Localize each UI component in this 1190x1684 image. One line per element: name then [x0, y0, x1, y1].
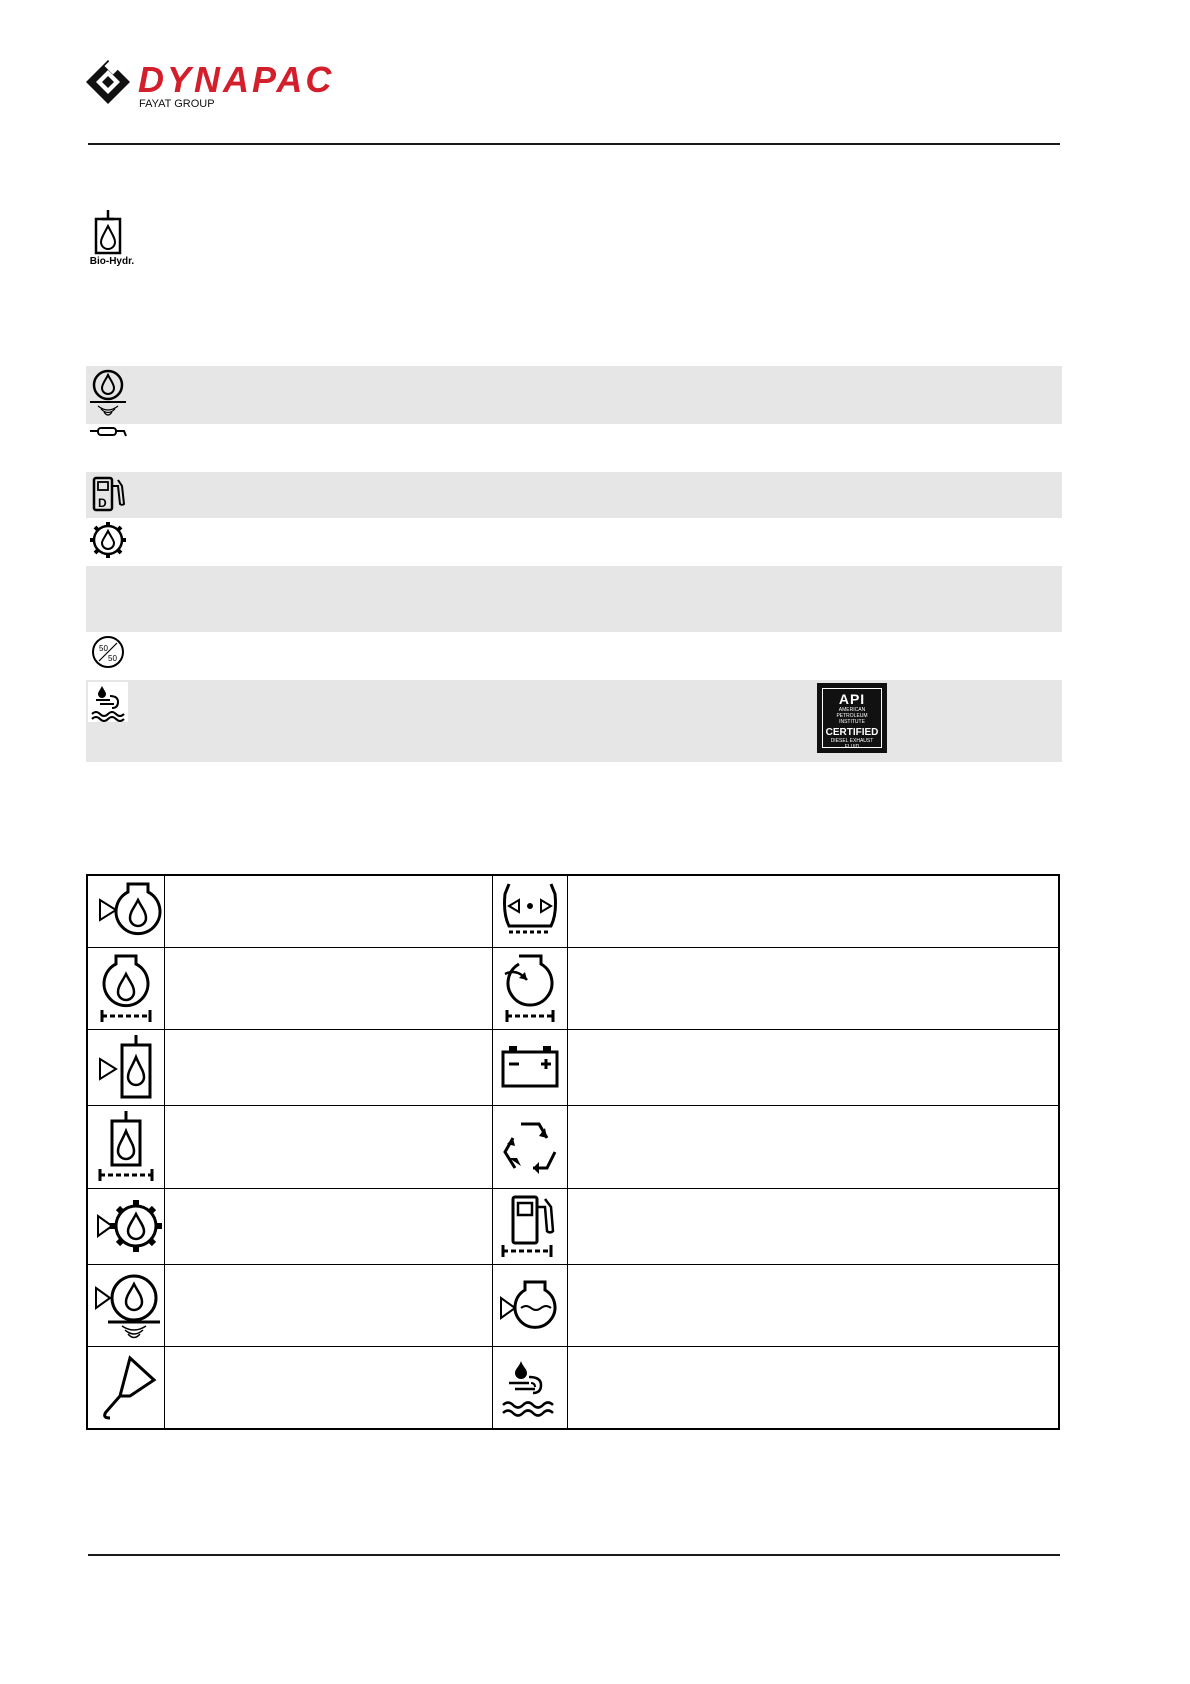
lubricant-icon	[90, 1352, 162, 1424]
table-text-cell	[165, 1264, 493, 1346]
table-row	[87, 1030, 1059, 1106]
table-icon-cell	[87, 1188, 165, 1264]
diesel-exhaust-fluid-icon	[88, 682, 128, 722]
table-icon-cell	[492, 1030, 567, 1106]
engine-oil-filter-icon	[90, 950, 162, 1026]
grease-gun-icon	[88, 426, 128, 440]
band-blank	[86, 566, 1062, 632]
table-icon-cell	[87, 1030, 165, 1106]
brand-group: FAYAT GROUP	[139, 98, 215, 110]
recycle-icon	[495, 1114, 565, 1180]
table-text-cell	[165, 947, 493, 1029]
table-row	[87, 1264, 1059, 1346]
band-grease	[86, 424, 1062, 472]
table-row	[87, 1188, 1059, 1264]
table-icon-cell	[492, 875, 567, 947]
table-row	[87, 947, 1059, 1029]
table-text-cell	[567, 1106, 1059, 1188]
brand-logo	[86, 60, 446, 110]
table-text-cell	[567, 1264, 1059, 1346]
table-icon-cell	[492, 1264, 567, 1346]
svg-text:D: D	[98, 496, 107, 510]
table-icon-cell	[87, 1347, 165, 1429]
dynapac-diamond-icon	[86, 60, 130, 104]
api-certified-def-logo: API AMERICAN PETROLEUM INSTITUTE CERTIFIED DIESEL EXHAUST FLUID	[817, 683, 887, 753]
diesel-exhaust-fluid-icon	[495, 1355, 565, 1421]
drum-oil-icon	[88, 368, 128, 420]
table-text-cell	[165, 1347, 493, 1429]
engine-oil-level-icon	[90, 878, 162, 944]
table-row	[87, 1106, 1059, 1188]
footer-rule	[88, 1554, 1060, 1556]
coolant-level-icon	[495, 1276, 565, 1336]
diesel-fuel-icon	[88, 474, 128, 514]
table-icon-cell	[492, 947, 567, 1029]
band-def	[86, 680, 1062, 762]
drum-oil-level-icon	[90, 1268, 162, 1344]
fuel-filter-icon	[495, 1191, 565, 1261]
table-icon-cell	[87, 1264, 165, 1346]
brand-name: DYNAPAC	[138, 60, 335, 100]
band-gear-oil	[86, 518, 1062, 566]
table-text-cell	[567, 947, 1059, 1029]
symbol-table	[86, 874, 1060, 1430]
table-text-cell	[165, 1106, 493, 1188]
table-text-cell	[165, 1030, 493, 1106]
coolant-mix-50-50-icon	[88, 634, 128, 670]
svg-text:50: 50	[99, 644, 108, 653]
table-icon-cell	[87, 875, 165, 947]
table-icon-cell	[87, 947, 165, 1029]
table-icon-cell	[492, 1347, 567, 1429]
gear-oil-icon	[88, 520, 128, 560]
band-coolant-mix	[86, 632, 1062, 680]
table-row	[87, 875, 1059, 947]
air-filter-icon	[495, 878, 565, 944]
table-icon-cell	[87, 1106, 165, 1188]
table-text-cell	[567, 1030, 1059, 1106]
hydraulic-oil-filter-icon	[90, 1109, 162, 1185]
hydraulic-oil-level-icon	[90, 1033, 162, 1103]
bio-hydraulic-label: Bio-Hydr.	[89, 256, 135, 267]
bio-hydraulic-oil-icon	[84, 210, 140, 270]
table-text-cell	[165, 1188, 493, 1264]
svg-text:50: 50	[108, 654, 117, 663]
table-text-cell	[165, 875, 493, 947]
table-text-cell	[567, 1347, 1059, 1429]
header-rule	[88, 143, 1060, 145]
coolant-drain-icon	[495, 950, 565, 1026]
table-text-cell	[567, 1188, 1059, 1264]
band-drum-oil	[86, 366, 1062, 424]
battery-icon	[495, 1040, 565, 1096]
table-icon-cell	[492, 1188, 567, 1264]
table-row	[87, 1347, 1059, 1429]
table-text-cell	[567, 875, 1059, 947]
band-diesel	[86, 472, 1062, 518]
table-icon-cell	[492, 1106, 567, 1188]
gear-oil-level-icon	[90, 1196, 162, 1256]
